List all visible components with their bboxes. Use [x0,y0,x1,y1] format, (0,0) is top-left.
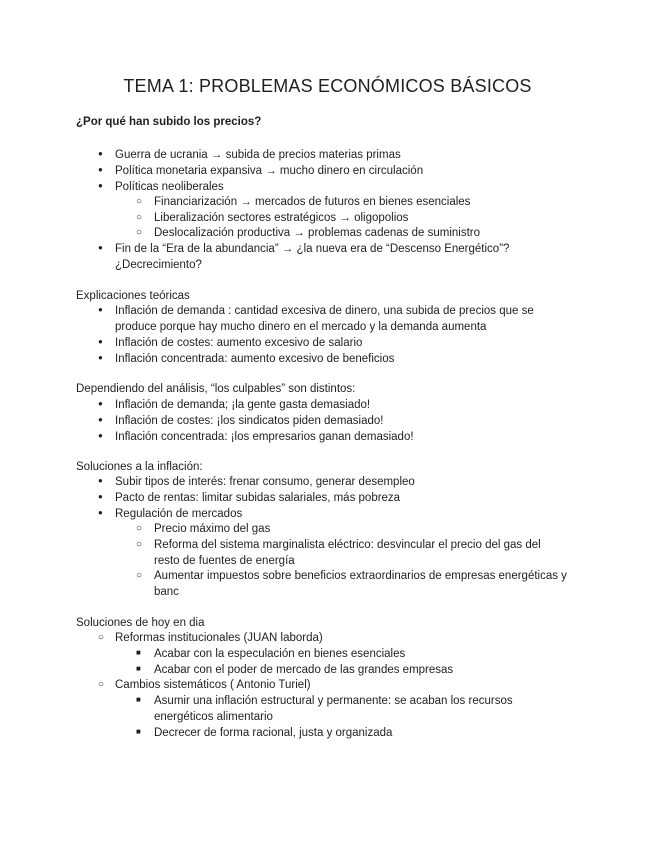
list-item: Inflación de costes: aumento excesivo de salario [115,337,363,349]
bullet-dot [98,303,103,320]
page-title: TEMA 1: PROBLEMAS ECONÓMICOS BÁSICOS [123,76,532,96]
list-item: Inflación concentrada: ¡los empresarios ganan demasiado! [115,431,414,443]
list-item-continuation: produce porque hay mucho dinero en el mercado y la demanda aumenta [115,321,487,333]
bullet-dot [98,429,103,446]
list-item: Reformas institucionales (JUAN laborda) [115,632,323,644]
bullet-circle [98,677,104,694]
list-item: Inflación de demanda; ¡la gente gasta demasiado! [115,399,371,411]
bullet-square [136,646,141,663]
bullet-circle [136,194,142,211]
bullet-circle [136,537,142,554]
list-item: Inflación de costes: ¡los sindicatos piden demasiado! [115,415,384,427]
list-item-continuation: resto de fuentes de energía [154,555,295,567]
bullet-square [136,725,141,742]
list-item-continuation: ¿Decrecimiento? [115,259,202,271]
bullet-circle [98,630,104,647]
bullet-dot [98,163,103,180]
list-item: Cambios sistemáticos ( Antonio Turiel) [115,679,311,691]
section-heading: Soluciones a la inflación: [76,461,203,473]
question-heading: ¿Por qué han subido los precios? [76,116,262,128]
list-item: Acabar con la especulación en bienes esenciales [154,648,406,660]
list-item: Pacto de rentas: limitar subidas salariales, más pobreza [115,492,401,504]
list-item: Precio máximo del gas [154,523,271,535]
bullet-dot [98,397,103,414]
list-item: Subir tipos de interés: frenar consumo, generar desempleo [115,476,415,488]
list-item: Asumir una inflación estructural y permanente: se acaban los recursos [154,695,513,707]
list-item: Inflación concentrada: aumento excesivo de beneficios [115,353,395,365]
list-item: Guerra de ucrania → subida de precios materias primas [115,149,401,161]
list-item: Decrecer de forma racional, justa y organizada [154,727,393,739]
bullet-dot [98,490,103,507]
bullet-circle [136,568,142,585]
section-heading: Soluciones de hoy en dia [76,617,205,629]
bullet-dot [98,241,103,258]
bullet-dot [98,474,103,491]
list-item: Políticas neoliberales [115,181,224,193]
bullet-dot [98,351,103,368]
list-item: Regulación de mercados [115,508,243,520]
list-item: Aumentar impuestos sobre beneficios extraordinarios de empresas energéticas y [154,570,567,582]
list-item: Fin de la “Era de la abundancia” → ¿la nueva era de “Descenso Energético”? [115,243,510,255]
list-item: Liberalización sectores estratégicos → oligopolios [154,212,409,224]
list-item: Inflación de demanda : cantidad excesiva de dinero, una subida de precios que se [115,305,534,317]
bullet-dot [98,335,103,352]
bullet-dot [98,413,103,430]
section-heading: Explicaciones teóricas [76,290,190,302]
list-item: Acabar con el poder de mercado de las grandes empresas [154,664,454,676]
bullet-dot [98,506,103,523]
list-item-continuation: banc [154,586,179,598]
section-heading: Dependiendo del análisis, “los culpables” son distintos: [76,383,356,395]
list-item: Reforma del sistema marginalista eléctrico: desvincular el precio del gas del [154,539,541,551]
bullet-dot [98,179,103,196]
bullet-square [136,693,141,710]
bullet-circle [136,225,142,242]
list-item: Política monetaria expansiva → mucho dinero en circulación [115,165,424,177]
list-item-continuation: energéticos alimentario [154,711,273,723]
bullet-circle [136,521,142,538]
list-item: Deslocalización productiva → problemas cadenas de suministro [154,227,480,239]
bullet-dot [98,147,103,164]
list-item: Financiarización → mercados de futuros en bienes esenciales [154,196,471,208]
